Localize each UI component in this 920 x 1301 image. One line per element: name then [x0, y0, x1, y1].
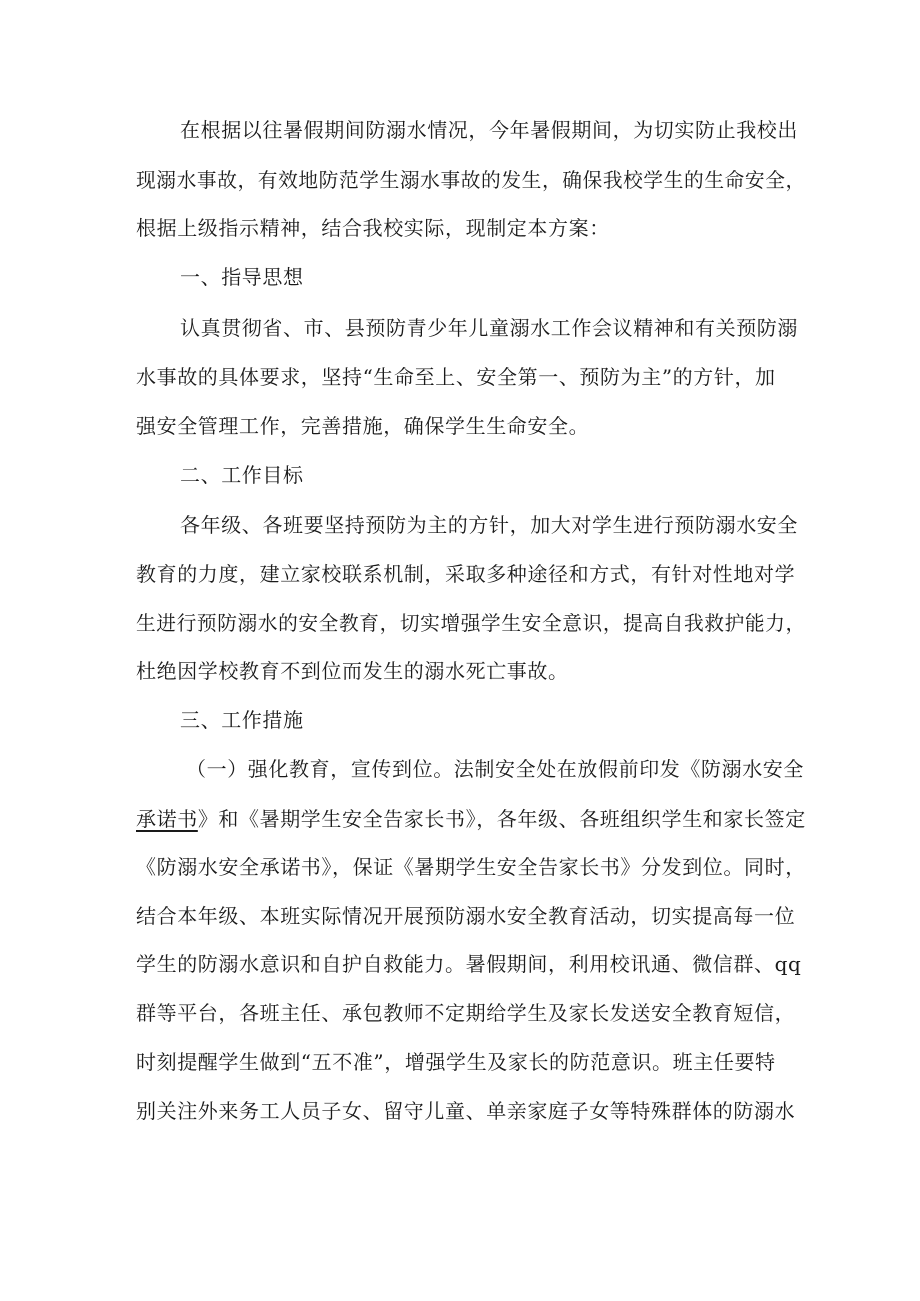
section-heading-2: 二、工作目标: [180, 463, 304, 487]
paragraph-line-16: 群等平台，各班主任、承包教师不定期给学生及家长发送安全教育短信，: [136, 1001, 796, 1025]
paragraph-line-10: 杜绝因学校教育不到位而发生的溺水死亡事故。: [136, 659, 569, 683]
paragraph-line-17: 时刻提醒学生做到“五不准”，增强学生及家长的防范意识。班主任要特: [136, 1050, 776, 1074]
section-heading-1: 一、指导思想: [180, 265, 304, 289]
paragraph-line-14: 结合本年级、本班实际情况开展预防溺水安全教育活动，切实提高每一位: [136, 904, 796, 928]
paragraph-line-12: [136, 806, 806, 832]
underlined-title-text: 承诺书: [136, 807, 198, 831]
section-heading-3: 三、工作措施: [180, 708, 304, 732]
paragraph-line-18: 别关注外来务工人员子女、留守儿童、单亲家庭子女等特殊群体的防溺水: [136, 1099, 796, 1123]
paragraph-line-7: 各年级、各班要坚持预防为主的方针，加大对学生进行预防溺水安全: [180, 513, 798, 537]
paragraph-line-11: （一）强化教育，宣传到位。法制安全处在放假前印发《防溺水安全: [186, 757, 804, 781]
paragraph-line-13: 《防溺水安全承诺书》，保证《暑期学生安全告家长书》分发到位。同时，: [136, 855, 806, 879]
paragraph-line-2: 现溺水事故，有效地防范学生溺水事故的发生，确保我校学生的生命安全，: [136, 168, 806, 192]
paragraph-line-9: 生进行预防溺水的安全教育，切实增强学生安全意识，提高自我救护能力，: [136, 611, 806, 635]
paragraph-line-5: 水事故的具体要求，坚持“生命至上、安全第一、预防为主”的方针，加: [136, 365, 776, 389]
paragraph-line-4: 认真贯彻省、市、县预防青少年儿童溺水工作会议精神和有关预防溺: [180, 316, 798, 340]
paragraph-line-15: 学生的防溺水意识和自护自救能力。暑假期间，利用校讯通、微信群、qq: [136, 952, 802, 976]
paragraph-line-12-rest: 》和《暑期学生安全告家长书》，各年级、各班组织学生和家长签定: [197, 807, 806, 831]
paragraph-line-3: 根据上级指示精神，结合我校实际，现制定本方案：: [136, 216, 610, 240]
paragraph-line-6: 强安全管理工作，完善措施，确保学生生命安全。: [136, 414, 590, 438]
paragraph-line-8: 教育的力度，建立家校联系机制，采取多种途径和方式，有针对性地对学: [136, 562, 796, 586]
paragraph-line-1: 在根据以往暑假期间防溺水情况，今年暑假期间，为切实防止我校出: [180, 118, 798, 142]
